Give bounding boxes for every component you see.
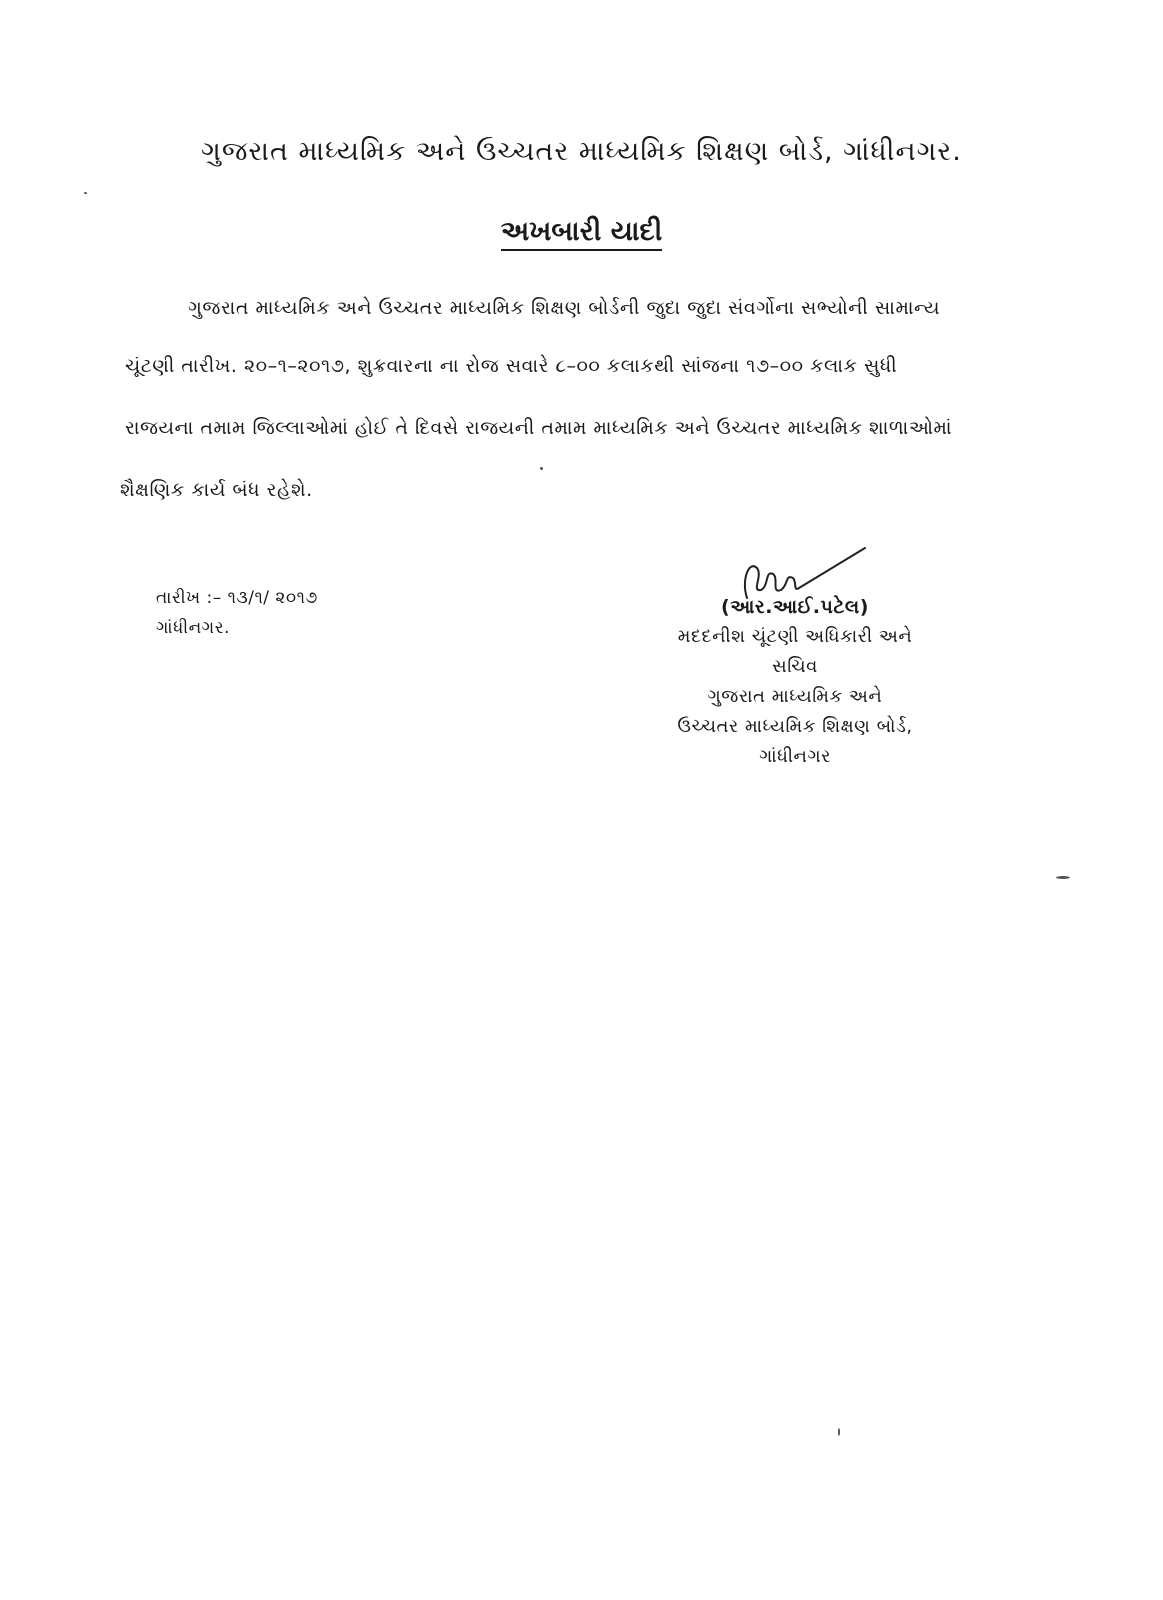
scan-speck	[540, 467, 543, 470]
scan-speck	[838, 1428, 840, 1436]
signatory-org-3: ગાંધીનગર	[759, 746, 831, 767]
body-line-4: શૈક્ષણિક કાર્ય બંધ રહેશે.	[120, 479, 313, 501]
signatory-org-2: ઉચ્ચતર માધ્યમિક શિક્ષણ બોર્ડ,	[677, 716, 913, 737]
body-line-2: ચૂંટણી તારીખ. ૨૦–૧–૨૦૧૭, શુક્રવારના ના રોજ સવારે ૮–૦૦ કલાકથી સાંજના ૧૭–૦૦ કલાક સુધી	[125, 355, 898, 377]
issue-place: ગાંધીનગર.	[156, 618, 230, 638]
body-line-3: રાજયના તમામ જિલ્લાઓમાં હોઈ તે દિવસે રાજયની તમામ માધ્યમિક અને ઉચ્ચતર માધ્યમિક શાળાઓમાં	[125, 417, 953, 439]
press-note-title	[0, 216, 1163, 248]
body-line-1: ગુજરાત માધ્યમિક અને ઉચ્ચતર માધ્યમિક શિક્ષણ બોર્ડની જુદા જુદા સંવર્ગોના સભ્યોની સામાન્ય	[188, 297, 941, 319]
signatory-designation-1: મદદનીશ ચૂંટણી અધિકારી અને	[677, 626, 913, 647]
signatory-name: (આર.આઈ.પટેલ)	[721, 596, 869, 618]
issue-date: તારીખ :– ૧૩/૧/ ૨૦૧૭	[156, 588, 318, 608]
scan-speck	[84, 192, 87, 194]
signatory-org-1: ગુજરાત માધ્યમિક અને	[707, 686, 883, 707]
press-note-title-text: અખબારી યાદી	[501, 216, 663, 251]
board-heading: ગુજરાત માધ્યમિક અને ઉચ્ચતર માધ્યમિક શિક્ષણ બોર્ડ, ગાંધીનગર.	[201, 136, 962, 167]
signatory-designation-2: સચિવ	[772, 656, 818, 677]
date-block	[156, 583, 318, 643]
scan-speck	[1056, 876, 1070, 879]
signatory-block	[610, 592, 980, 772]
